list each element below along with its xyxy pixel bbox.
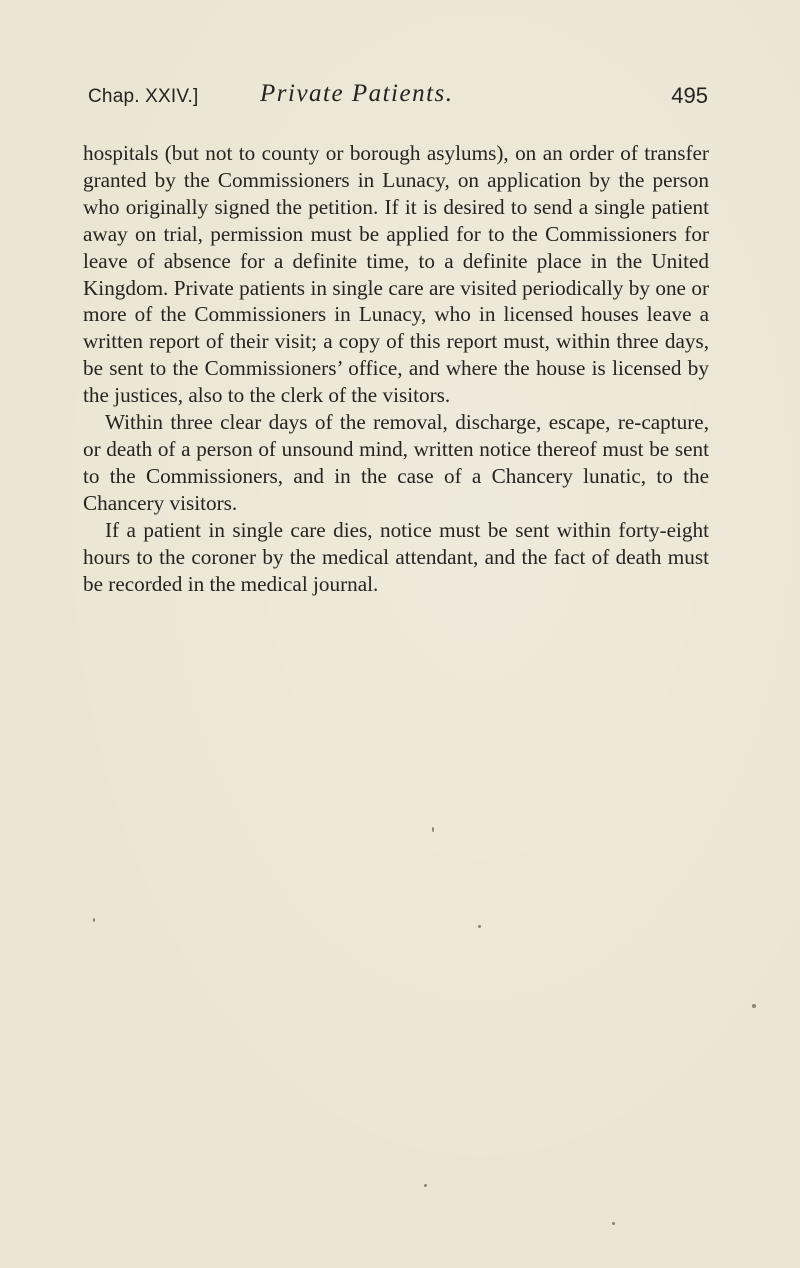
paragraph-continued: hospitals (but not to county or borough asylums), on an order of transfer granted by the Commissioners in Lunacy, on application by the person who originally signed the petition. If it is desired to send a single patient away on trial, permission must be applied for to the Commissioners for leave of absence for a definite time, to a definite place in the United Kingdom. Private patients in single care are visited periodically by one or more of the Commissioners in Lunacy, who in licensed houses leave a written report of their visit; a copy of this report must, within three days, be sent to the Commissioners’ office, and where the house is licensed by the justices, also to the clerk of the visitors. [83, 141, 709, 408]
paper-speck [424, 1184, 427, 1187]
body-text [83, 140, 709, 597]
chapter-reference: Chap. XXIV.] [88, 86, 199, 107]
paper-speck [752, 1004, 756, 1008]
running-title: Private Patients. [260, 80, 454, 107]
paragraph-notice-of-removal: Within three clear days of the removal, discharge, escape, re-capture, or death of a person of unsound mind, written notice thereof must be sent to the Commissioners, and in the case of a Chancery lunatic, to the Chancery visitors. [83, 410, 709, 515]
paper-speck [432, 827, 434, 832]
paragraph-death-in-single-care: If a patient in single care dies, notice must be sent within forty-eight hours to the coroner by the medical attendant, and the fact of death must be recorded in the medical journal. [83, 517, 709, 596]
paper-speck [93, 918, 95, 922]
running-head [88, 80, 708, 112]
page-number: 495 [671, 83, 708, 108]
paper-speck [478, 925, 481, 928]
paper-speck [612, 1222, 615, 1225]
